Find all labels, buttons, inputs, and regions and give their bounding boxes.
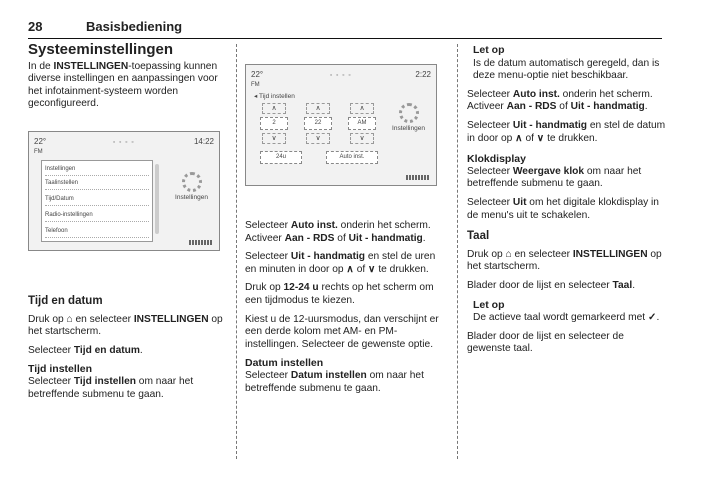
- clock: 2:22: [415, 70, 431, 79]
- column-divider: [236, 44, 237, 459]
- status-icons: ◦ ◦ ◦ ◦: [113, 138, 135, 146]
- hour-up-button[interactable]: ∧: [262, 103, 286, 114]
- list-title: Instellingen: [45, 163, 149, 176]
- heading-set-date: Datum instellen: [245, 357, 324, 370]
- ampm-value: AM: [348, 117, 376, 130]
- status-bar: [251, 69, 431, 83]
- band: FM: [251, 82, 260, 88]
- chevron-down-icon: ∨: [536, 132, 545, 144]
- note-box: [467, 299, 667, 325]
- settings-list: [41, 160, 153, 242]
- paragraph: Druk op 12-24 u rechts op het scherm om een tijdmodus te kiezen.: [245, 282, 434, 306]
- page-number: 28: [28, 19, 43, 34]
- minute-up-button[interactable]: ∧: [306, 103, 330, 114]
- chevron-up-icon: ∧: [346, 263, 354, 275]
- back-label[interactable]: ◂ Tijd instellen: [254, 93, 295, 100]
- ampm-up-button[interactable]: ∧: [350, 103, 374, 114]
- status-icons: ◦ ◦ ◦ ◦: [330, 72, 352, 79]
- paragraph: Selecteer Weergave klok om naar het betreffende submenu te gaan.: [467, 165, 642, 190]
- note-box: [467, 44, 667, 83]
- page-title: Systeeminstellingen: [28, 41, 174, 58]
- paragraph: Blader door de lijst en selecteer de gewenste taal.: [467, 330, 624, 355]
- auto-set-button[interactable]: Auto inst.: [326, 151, 378, 164]
- page-header: [28, 18, 662, 39]
- column-1: [28, 41, 228, 407]
- heading-set-time: Tijd instellen: [28, 363, 92, 376]
- band: FM: [34, 148, 43, 155]
- minute-down-button[interactable]: ∨: [306, 133, 330, 144]
- note-title: Let op: [473, 44, 505, 56]
- paragraph: Selecteer Tijd en datum.: [28, 344, 143, 356]
- list-item[interactable]: Tijd/Datum: [45, 193, 149, 206]
- gear-icon: [182, 172, 202, 192]
- minute-value: 22: [304, 117, 332, 130]
- check-icon: ✓: [647, 312, 657, 324]
- ampm-down-button[interactable]: ∨: [350, 133, 374, 144]
- list-item[interactable]: Radio-instellingen: [45, 209, 149, 222]
- logo-mark: [189, 240, 213, 245]
- paragraph: Kiest u de 12-uursmodus, dan verschijnt er een derde kolom met AM- en PM-instellingen. Selecteer de gewenste optie.: [245, 313, 439, 350]
- temperature: 22°: [251, 70, 264, 79]
- status-bar: [34, 136, 214, 150]
- home-icon: ⌂: [66, 313, 73, 325]
- list-item[interactable]: Telefoon: [45, 225, 149, 238]
- intro-paragraph: In de INSTELLINGEN-toepassing kunnen diverse instellingen en aanpassingen voor het infotainment-systeem worden geconfigureerd.: [28, 60, 218, 110]
- paragraph: Blader door de lijst en selecteer Taal.: [467, 279, 636, 291]
- heading-clock-display: Klokdisplay: [467, 153, 526, 166]
- clock: 14:22: [193, 136, 214, 146]
- section-title: Basisbediening: [86, 19, 183, 34]
- paragraph: Druk op ⌂ en selecteer INSTELLINGEN op het startscherm.: [28, 313, 223, 338]
- paragraph: Selecteer Auto inst. onderin het scherm. Activeer Aan - RDS of Uit - handmatig.: [467, 88, 653, 113]
- paragraph: Druk op ⌂ en selecteer INSTELLINGEN op het startscherm.: [467, 248, 662, 273]
- settings-screen-illustration: [28, 131, 220, 251]
- list-item[interactable]: Taalinstellen: [45, 177, 149, 190]
- toggle-12-24-button[interactable]: 24u: [260, 151, 302, 164]
- note-text: Is de datum automatisch geregeld, dan is deze menu-optie niet beschikbaar.: [473, 57, 660, 82]
- paragraph: Selecteer Uit - handmatig en stel de uren en minuten in door op ∧ of ∨ te drukken.: [245, 251, 436, 275]
- column-3: [467, 44, 667, 362]
- gear-icon: [399, 103, 419, 123]
- hour-value: 2: [260, 117, 288, 130]
- logo-mark: [406, 175, 430, 180]
- settings-tile[interactable]: Instellingen: [169, 172, 214, 205]
- back-icon: ◂: [254, 93, 259, 100]
- paragraph: Selecteer Tijd instellen om naar het betreffende submenu te gaan.: [28, 375, 194, 400]
- heading-language: Taal: [467, 230, 490, 243]
- home-icon: ⌂: [505, 248, 512, 260]
- time-screen-illustration: [245, 64, 437, 186]
- settings-tile[interactable]: Instellingen: [386, 103, 431, 136]
- heading-time-date: Tijd en datum: [28, 294, 103, 307]
- paragraph: Selecteer Uit - handmatig en stel de datum in door op ∧ of ∨ te drukken.: [467, 119, 666, 144]
- note-title: Let op: [473, 298, 505, 311]
- hour-down-button[interactable]: ∨: [262, 133, 286, 144]
- paragraph: Selecteer Auto inst. onderin het scherm. Activeer Aan - RDS of Uit - handmatig.: [245, 220, 431, 244]
- chevron-up-icon: ∧: [515, 132, 523, 144]
- scrollbar[interactable]: [155, 164, 159, 234]
- column-divider: [457, 44, 458, 459]
- temperature: 22°: [34, 136, 47, 146]
- column-2: [245, 44, 445, 401]
- paragraph: Selecteer Datum instellen om naar het betreffende submenu te gaan.: [245, 369, 424, 394]
- paragraph: Selecteer Uit om het digitale klokdisplay in de menu's uit te schakelen.: [467, 196, 659, 221]
- chevron-down-icon: ∨: [368, 263, 376, 275]
- note-text: De actieve taal wordt gemarkeerd met ✓.: [473, 312, 660, 324]
